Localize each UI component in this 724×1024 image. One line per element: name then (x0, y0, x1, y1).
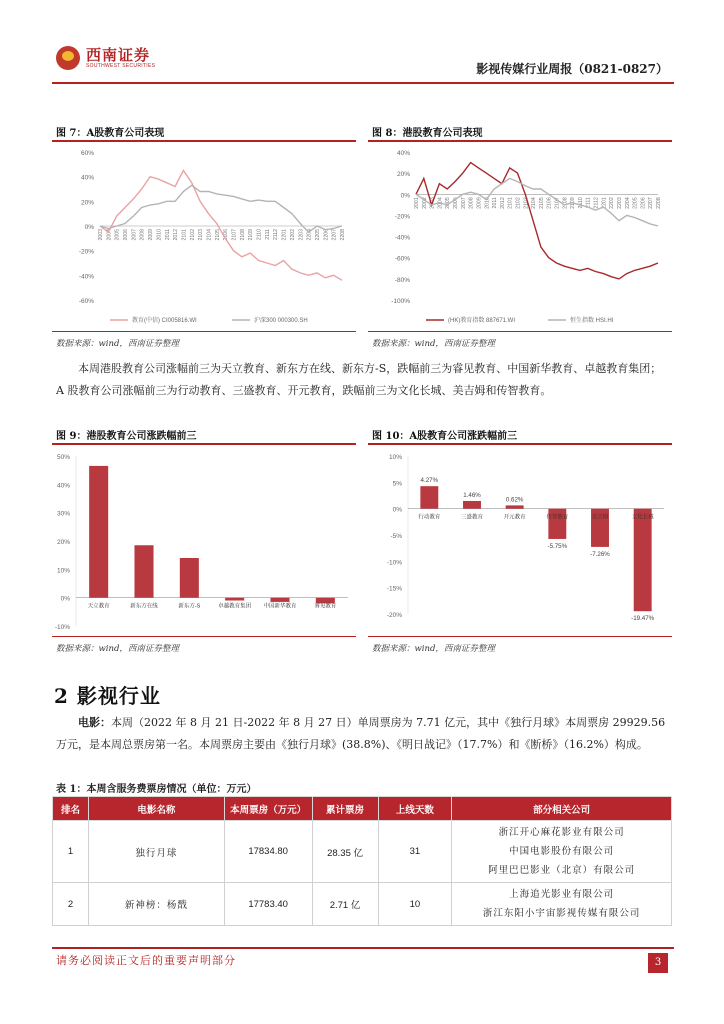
y-tick-label: -60% (78, 298, 94, 305)
y-tick-label: -40% (394, 234, 410, 242)
fig9-source: 数据来源：wind，西南证券整理 (56, 644, 179, 654)
x-tick-label: 2207 (331, 229, 338, 241)
bar (134, 545, 153, 597)
y-tick-label: -20% (78, 248, 94, 256)
y-tick-label: 20% (56, 539, 70, 546)
y-tick-label: 0% (84, 224, 94, 231)
table-header-row (53, 797, 672, 821)
film-label: 电影： (78, 716, 111, 729)
x-tick-label: 2101 (181, 229, 188, 241)
category-label: 新东方-S (178, 603, 201, 610)
legend-label: 沪深300 000300.SH (254, 318, 308, 324)
x-tick-label: 2105 (538, 197, 545, 209)
x-tick-label: 2008 (468, 197, 475, 209)
company-name: 上海追光影业有限公司 (509, 889, 615, 900)
fig7-bottom-rule (52, 331, 356, 332)
x-tick-label: 2104 (531, 197, 538, 209)
y-tick-label: -20% (394, 213, 410, 221)
x-tick-label: 2011 (164, 229, 171, 241)
y-tick-label: 60% (80, 150, 94, 157)
fig9-rule (52, 443, 356, 445)
x-tick-label: 2202 (609, 197, 616, 209)
x-tick-label: 2201 (281, 229, 288, 241)
cell-total: 2.71 亿 (312, 883, 378, 926)
fig10-chart (368, 446, 672, 634)
x-tick-label: 2011 (492, 197, 499, 209)
y-tick-label: 5% (392, 480, 402, 488)
x-tick-label: 2106 (223, 229, 230, 241)
y-tick-label: -60% (394, 255, 410, 263)
section-heading: 2 影视行业 (54, 684, 161, 708)
x-tick-label: 2005 (445, 197, 452, 209)
category-label: 中国新华教育 (263, 603, 297, 610)
cell-total: 28.35 亿 (312, 821, 378, 883)
col-header-companies: 部分相关公司 (452, 797, 672, 821)
category-label: 睿见教育 (314, 603, 337, 610)
category-label: 天立教育 (87, 603, 110, 610)
company-name: 阿里巴巴影业（北京）有限公司 (488, 865, 636, 876)
x-tick-label: 2107 (554, 197, 561, 209)
fig10-rule (368, 443, 672, 445)
data-label: 4.27% (420, 477, 439, 485)
x-tick-label: 2109 (248, 229, 255, 241)
cell-days: 10 (378, 883, 452, 926)
x-tick-label: 2009 (476, 197, 483, 209)
x-tick-label: 2202 (289, 229, 296, 241)
x-tick-label: 2003 (429, 197, 436, 209)
x-tick-label: 2005 (114, 229, 121, 241)
table-title: 表 1：本周含服务费票房情况（单位：万元） (56, 784, 257, 795)
x-tick-label: 2201 (601, 197, 608, 209)
category-label: 三盛教育 (460, 514, 484, 521)
x-tick-label: 2010 (156, 229, 163, 241)
fig10-bottom-rule (368, 636, 672, 637)
x-tick-label: 2208 (340, 229, 346, 241)
x-tick-label: 2107 (231, 229, 238, 241)
x-tick-label: 2007 (460, 197, 467, 209)
bar (270, 598, 289, 602)
cell-rank: 2 (53, 883, 89, 926)
y-tick-label: 20% (396, 171, 410, 179)
footer-divider (52, 947, 674, 949)
x-tick-label: 2204 (306, 229, 313, 241)
y-tick-label: -20% (386, 612, 402, 619)
bar (634, 509, 652, 612)
x-tick-label: 2001 (414, 197, 420, 209)
y-tick-label: -10% (386, 559, 402, 567)
x-tick-label: 2112 (273, 229, 280, 241)
cell-film: 独行月球 (88, 821, 224, 883)
cell-weekly: 17783.40 (224, 883, 312, 926)
table-row (53, 821, 672, 883)
fig8-source: 数据来源：wind，西南证券整理 (372, 339, 495, 349)
fig8-bottom-rule (368, 331, 672, 332)
col-header-film: 电影名称 (88, 797, 224, 821)
report-title: 影视传媒行业周报（0821-0827） (476, 62, 668, 76)
x-tick-label: 2206 (323, 229, 330, 241)
x-tick-label: 2012 (499, 197, 506, 209)
y-tick-label: 50% (56, 454, 70, 461)
bar (89, 466, 108, 598)
legend-label: (HK)教育指数 887671.WI (448, 318, 516, 324)
y-tick-label: 0% (60, 595, 70, 603)
x-tick-label: 2111 (264, 229, 271, 240)
x-tick-label: 2203 (616, 197, 623, 209)
category-label: 新东方在线 (130, 603, 158, 610)
x-tick-label: 2101 (507, 197, 514, 209)
film-box-office-summary (56, 712, 668, 756)
x-tick-label: 2003 (98, 229, 104, 241)
x-tick-label: 2110 (577, 197, 584, 209)
y-tick-label: -15% (386, 585, 402, 593)
x-tick-label: 2111 (585, 197, 592, 209)
y-tick-label: 0% (400, 192, 410, 200)
data-label: -19.47% (631, 615, 655, 623)
bar (506, 505, 524, 508)
x-tick-label: 2006 (123, 229, 130, 241)
hk-a-share-education-summary: 本周港股教育公司涨幅前三为天立教育、新东方在线、新东方-S，跌幅前三为睿见教育、中国新华教育、卓越教育集团；A 股教育公司涨幅前三为行动教育、三盛教育、开元教育，跌幅前三为文化长城、美吉姆和传智教育。 (56, 362, 662, 397)
x-tick-label: 2204 (624, 197, 631, 209)
fig8-title: 图 8：港股教育公司表现 (372, 128, 483, 139)
category-label: 行动教育 (418, 514, 441, 521)
x-tick-label: 2108 (562, 197, 569, 209)
x-tick-label: 2102 (515, 197, 522, 209)
data-label: -5.75% (547, 542, 568, 550)
x-tick-label: 2106 (546, 197, 553, 209)
x-tick-label: 2109 (570, 197, 577, 209)
data-label: 1.46% (463, 491, 481, 499)
x-tick-label: 2203 (298, 229, 305, 241)
x-tick-label: 2103 (523, 197, 530, 209)
company-name: 浙江开心麻花影业有限公司 (498, 827, 625, 838)
y-tick-label: 40% (56, 482, 70, 490)
x-tick-label: 2112 (593, 197, 600, 209)
brand-subtitle: SOUTHWEST SECURITIES (86, 63, 156, 69)
footer-disclaimer: 请务必阅读正文后的重要声明部分 (56, 954, 236, 967)
cell-film: 新神榜：杨戬 (88, 883, 224, 926)
col-header-rank: 排名 (53, 797, 89, 821)
table-row (53, 883, 672, 926)
col-header-weekly: 本周票房（万元） (224, 797, 312, 821)
y-tick-label: 30% (56, 510, 70, 518)
x-tick-label: 2007 (131, 229, 138, 241)
y-tick-label: 10% (56, 567, 70, 575)
x-tick-label: 2002 (421, 197, 428, 209)
fig9-bottom-rule (52, 636, 356, 637)
col-header-days: 上线天数 (378, 797, 452, 821)
x-tick-label: 2103 (198, 229, 205, 241)
cell-rank: 1 (53, 821, 89, 883)
bar (463, 501, 481, 509)
fig7-title: 图 7：A股教育公司表现 (56, 128, 165, 139)
header-divider (52, 82, 674, 84)
x-tick-label: 2110 (256, 229, 263, 241)
x-tick-label: 2104 (206, 229, 213, 241)
x-tick-label: 2012 (173, 229, 180, 241)
series-line-1 (416, 163, 658, 279)
brand-logo-icon (56, 46, 80, 70)
fig10-source: 数据来源：wind，西南证券整理 (372, 644, 495, 654)
y-tick-label: -80% (394, 276, 410, 284)
y-tick-label: 40% (396, 150, 410, 157)
cell-days: 31 (378, 821, 452, 883)
box-office-table (52, 796, 672, 926)
cell-companies (452, 883, 672, 926)
x-tick-label: 2004 (437, 197, 444, 209)
x-tick-label: 2205 (314, 229, 321, 241)
y-tick-label: 20% (80, 199, 94, 207)
fig10-title: 图 10：A股教育公司涨跌幅前三 (372, 431, 518, 442)
y-tick-label: 0% (392, 506, 402, 514)
cell-companies (452, 821, 672, 883)
x-tick-label: 2206 (640, 197, 647, 209)
y-tick-label: -40% (78, 273, 94, 281)
fig7-source: 数据来源：wind，西南证券整理 (56, 339, 179, 349)
x-tick-label: 2010 (484, 197, 491, 209)
fig7-chart (52, 142, 356, 330)
film-summary-text: 本周（2022 年 8 月 21 日-2022 年 8 月 27 日）单周票房为 7.71 亿元，其中《独行月球》本周票房 29929.56 万元，是本周总票房第一名。本周票房主要由《独行月球》(38.8%)、《明日战记》（17.7%）和《断桥》（16.2%）构成。 (56, 716, 666, 751)
series-line-1 (100, 171, 342, 281)
category-label: 卓越教育集团 (218, 603, 252, 610)
bar (420, 486, 438, 508)
company-name: 浙江东阳小宇宙影视传媒有限公司 (482, 908, 641, 919)
x-tick-label: 2205 (632, 197, 639, 209)
x-tick-label: 2006 (453, 197, 460, 209)
category-label: 美吉姆 (591, 514, 609, 521)
x-tick-label: 2102 (189, 229, 196, 241)
col-header-total: 累计票房 (312, 797, 378, 821)
bar (180, 558, 199, 598)
fig9-chart (52, 446, 356, 634)
bar (225, 598, 244, 601)
y-tick-label: 40% (80, 174, 94, 182)
x-tick-label: 2105 (214, 229, 221, 241)
bar (316, 598, 335, 604)
x-tick-label: 2004 (106, 229, 113, 241)
x-tick-label: 2108 (239, 229, 246, 241)
category-label: 传智教育 (546, 514, 569, 521)
x-tick-label: 2208 (656, 197, 662, 209)
x-tick-label: 2207 (648, 197, 655, 209)
y-tick-label: 10% (388, 454, 402, 461)
y-tick-label: -10% (54, 624, 70, 631)
bar (548, 509, 566, 539)
y-tick-label: -5% (390, 533, 402, 540)
series-line-2 (100, 185, 342, 232)
y-tick-label: -100% (391, 298, 410, 305)
x-tick-label: 2008 (139, 229, 146, 241)
legend-label: 教育(中信) CI005816.WI (132, 318, 197, 324)
category-label: 文化长城 (631, 514, 654, 521)
company-name: 中国电影股份有限公司 (509, 846, 615, 857)
data-label: -7.26% (590, 550, 610, 558)
page-number: 3 (648, 953, 668, 973)
data-label: 0.62% (505, 496, 524, 504)
category-label: 开元教育 (503, 514, 526, 521)
cell-weekly: 17834.80 (224, 821, 312, 883)
legend-label: 恒生指数 HSI.HI (570, 318, 614, 324)
brand-name: 西南证券 (86, 46, 151, 64)
fig8-chart (368, 142, 672, 330)
x-tick-label: 2009 (148, 229, 155, 241)
fig9-title: 图 9：港股教育公司涨跌幅前三 (56, 431, 197, 442)
